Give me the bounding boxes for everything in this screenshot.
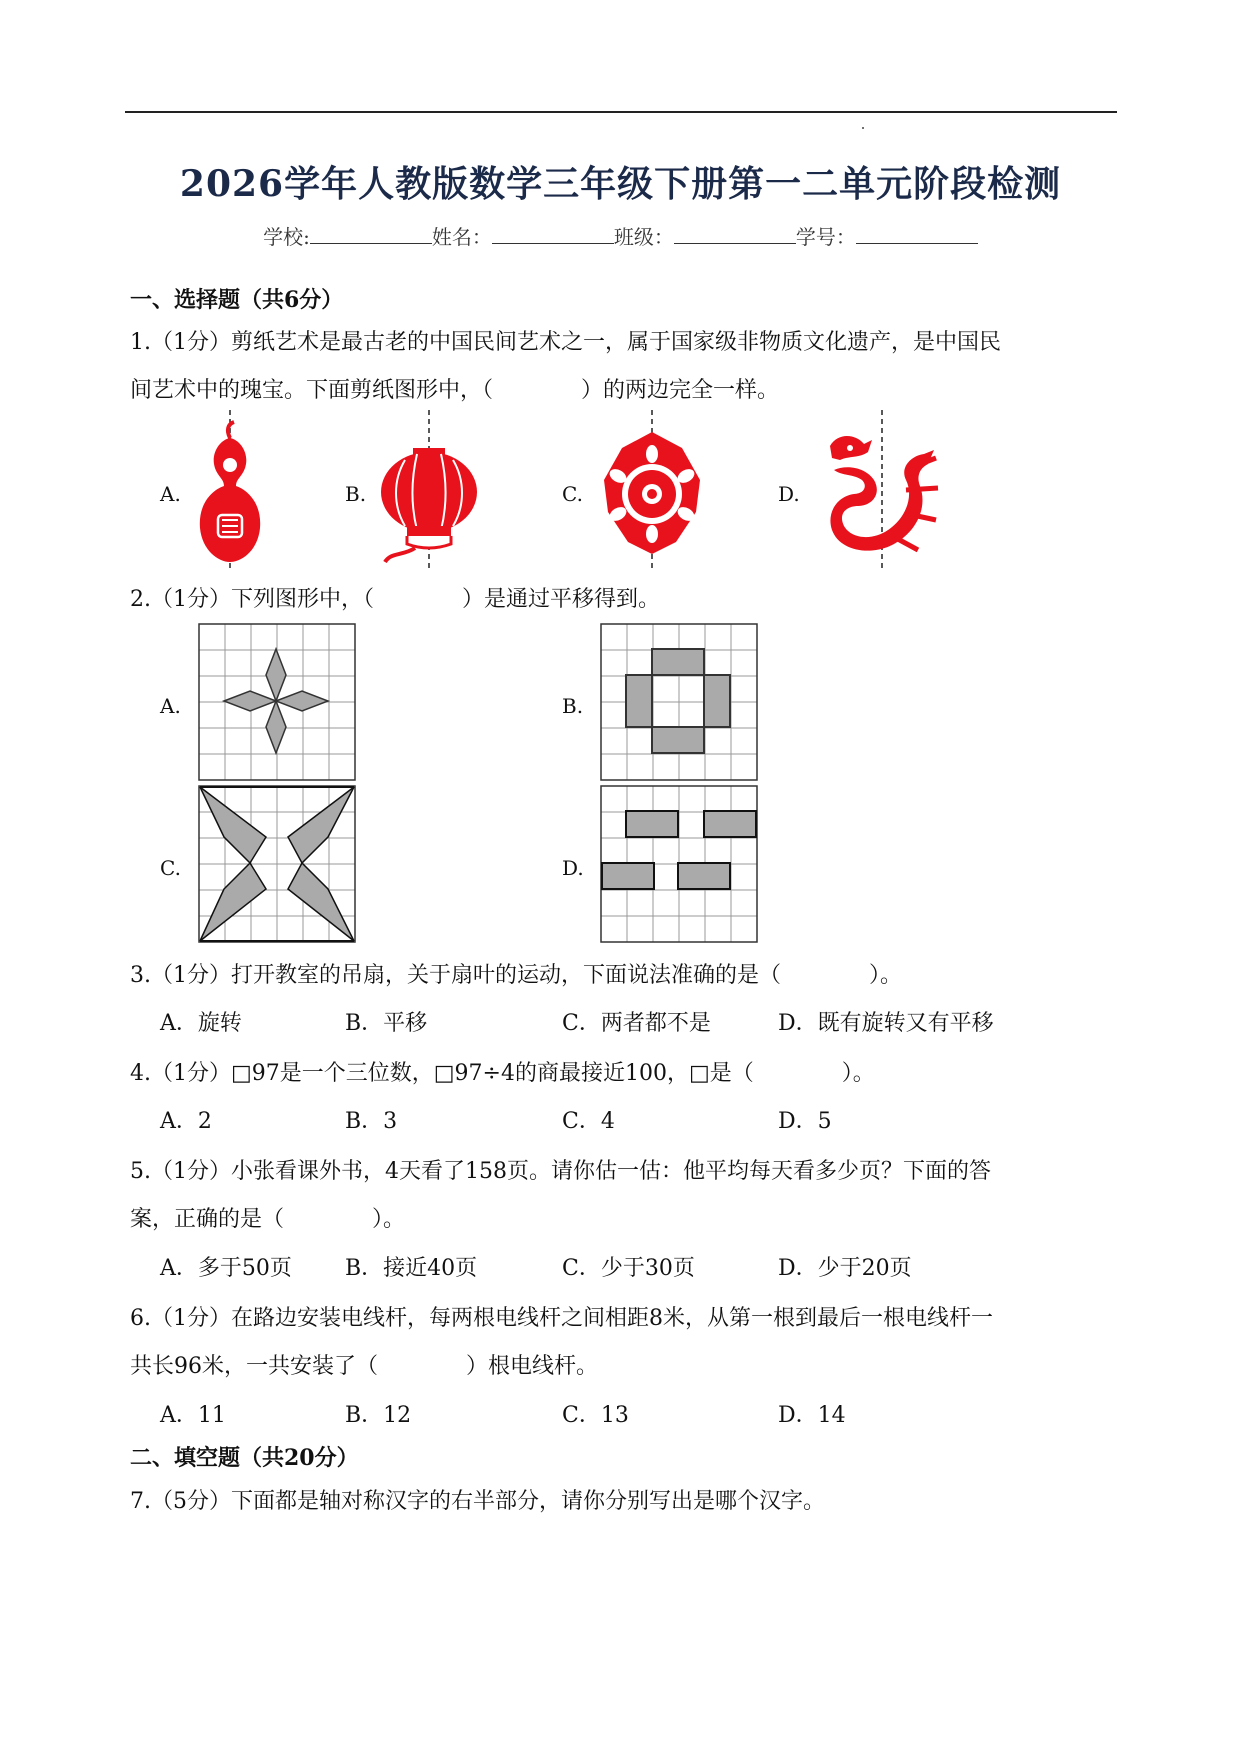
gourd-papercut-icon <box>190 410 270 570</box>
q1-option-a[interactable]: A. <box>160 482 181 506</box>
name-blank[interactable] <box>492 225 614 244</box>
q5-option-a[interactable]: A．多于50页 <box>160 1256 292 1281</box>
q6-option-d[interactable]: D．14 <box>778 1403 846 1428</box>
q5-line2: 案，正确的是（ ）。 <box>130 1207 406 1232</box>
student-info-row <box>0 221 1241 250</box>
name-label: 姓名： <box>431 225 492 249</box>
q2-option-a[interactable]: A. <box>160 694 181 718</box>
header-rule <box>125 111 1117 113</box>
q3-option-a[interactable]: A．旋转 <box>160 1011 242 1036</box>
flower-papercut-icon <box>592 410 712 570</box>
grid-figure-a <box>198 623 358 783</box>
q7-text: 7.（5分）下面都是轴对称汉字的右半部分，请你分别写出是哪个汉字。 <box>130 1489 825 1514</box>
q5-line1: 5.（1分）小张看课外书，4天看了158页。请你估一估：他平均每天看多少页？下面的答 <box>130 1159 991 1184</box>
q4-option-a[interactable]: A．2 <box>160 1109 212 1134</box>
q4-option-b[interactable]: B．3 <box>345 1109 398 1134</box>
q6-line1: 6.（1分）在路边安装电线杆，每两根电线杆之间相距8米，从第一根到最后一根电线杆一 <box>130 1306 993 1331</box>
q2-option-b[interactable]: B. <box>562 694 584 718</box>
grid-figure-d <box>600 785 760 945</box>
q3-option-c[interactable]: C．两者都不是 <box>562 1011 711 1036</box>
q2-text: 2.（1分）下列图形中，（ ）是通过平移得到。 <box>130 587 660 612</box>
q4-option-d[interactable]: D．5 <box>778 1109 832 1134</box>
school-blank[interactable] <box>310 225 432 244</box>
id-blank[interactable] <box>856 225 978 244</box>
q5-option-c[interactable]: C．少于30页 <box>562 1256 695 1281</box>
q1-option-c[interactable]: C. <box>562 482 583 506</box>
section-heading-2: 二、填空题（共20分） <box>130 1445 359 1471</box>
q6-option-c[interactable]: C．13 <box>562 1403 629 1428</box>
q6-line2: 共长96米，一共安装了（ ）根电线杆。 <box>130 1354 598 1379</box>
q6-option-b[interactable]: B．12 <box>345 1403 412 1428</box>
q4-option-c[interactable]: C．4 <box>562 1109 615 1134</box>
page-title: 2026学年人教版数学三年级下册第一二单元阶段检测 <box>179 163 1062 205</box>
q3-text: 3.（1分）打开教室的吊扇，关于扇叶的运动，下面说法准确的是（ ）。 <box>130 963 902 988</box>
dragon-papercut-icon <box>810 410 950 570</box>
q2-option-c[interactable]: C. <box>160 856 181 880</box>
q1-line2: 间艺术中的瑰宝。下面剪纸图形中，（ ）的两边完全一样。 <box>130 378 780 403</box>
q6-option-a[interactable]: A．11 <box>160 1403 226 1428</box>
header-dot <box>862 127 864 129</box>
lantern-papercut-icon <box>373 410 483 570</box>
q3-option-b[interactable]: B．平移 <box>345 1011 428 1036</box>
q2-option-d[interactable]: D. <box>562 856 584 880</box>
grid-figure-b <box>600 623 760 783</box>
grid-figure-c <box>198 785 358 945</box>
q1-line1: 1.（1分）剪纸艺术是最古老的中国民间艺术之一，属于国家级非物质文化遗产，是中国民 <box>130 330 1001 355</box>
section-heading-1: 一、选择题（共6分） <box>130 287 344 313</box>
class-blank[interactable] <box>674 225 796 244</box>
q3-option-d[interactable]: D．既有旋转又有平移 <box>778 1011 994 1036</box>
q5-option-b[interactable]: B．接近40页 <box>345 1256 478 1281</box>
q1-option-d[interactable]: D. <box>778 482 800 506</box>
q1-option-b[interactable]: B. <box>345 482 367 506</box>
q4-text: 4.（1分）□97是一个三位数，□97÷4的商最接近100，□是（ ）。 <box>130 1061 875 1086</box>
q5-option-d[interactable]: D．少于20页 <box>778 1256 912 1281</box>
id-label: 学号： <box>795 225 856 249</box>
school-label: 学校: <box>263 225 310 249</box>
class-label: 班级： <box>613 225 674 249</box>
